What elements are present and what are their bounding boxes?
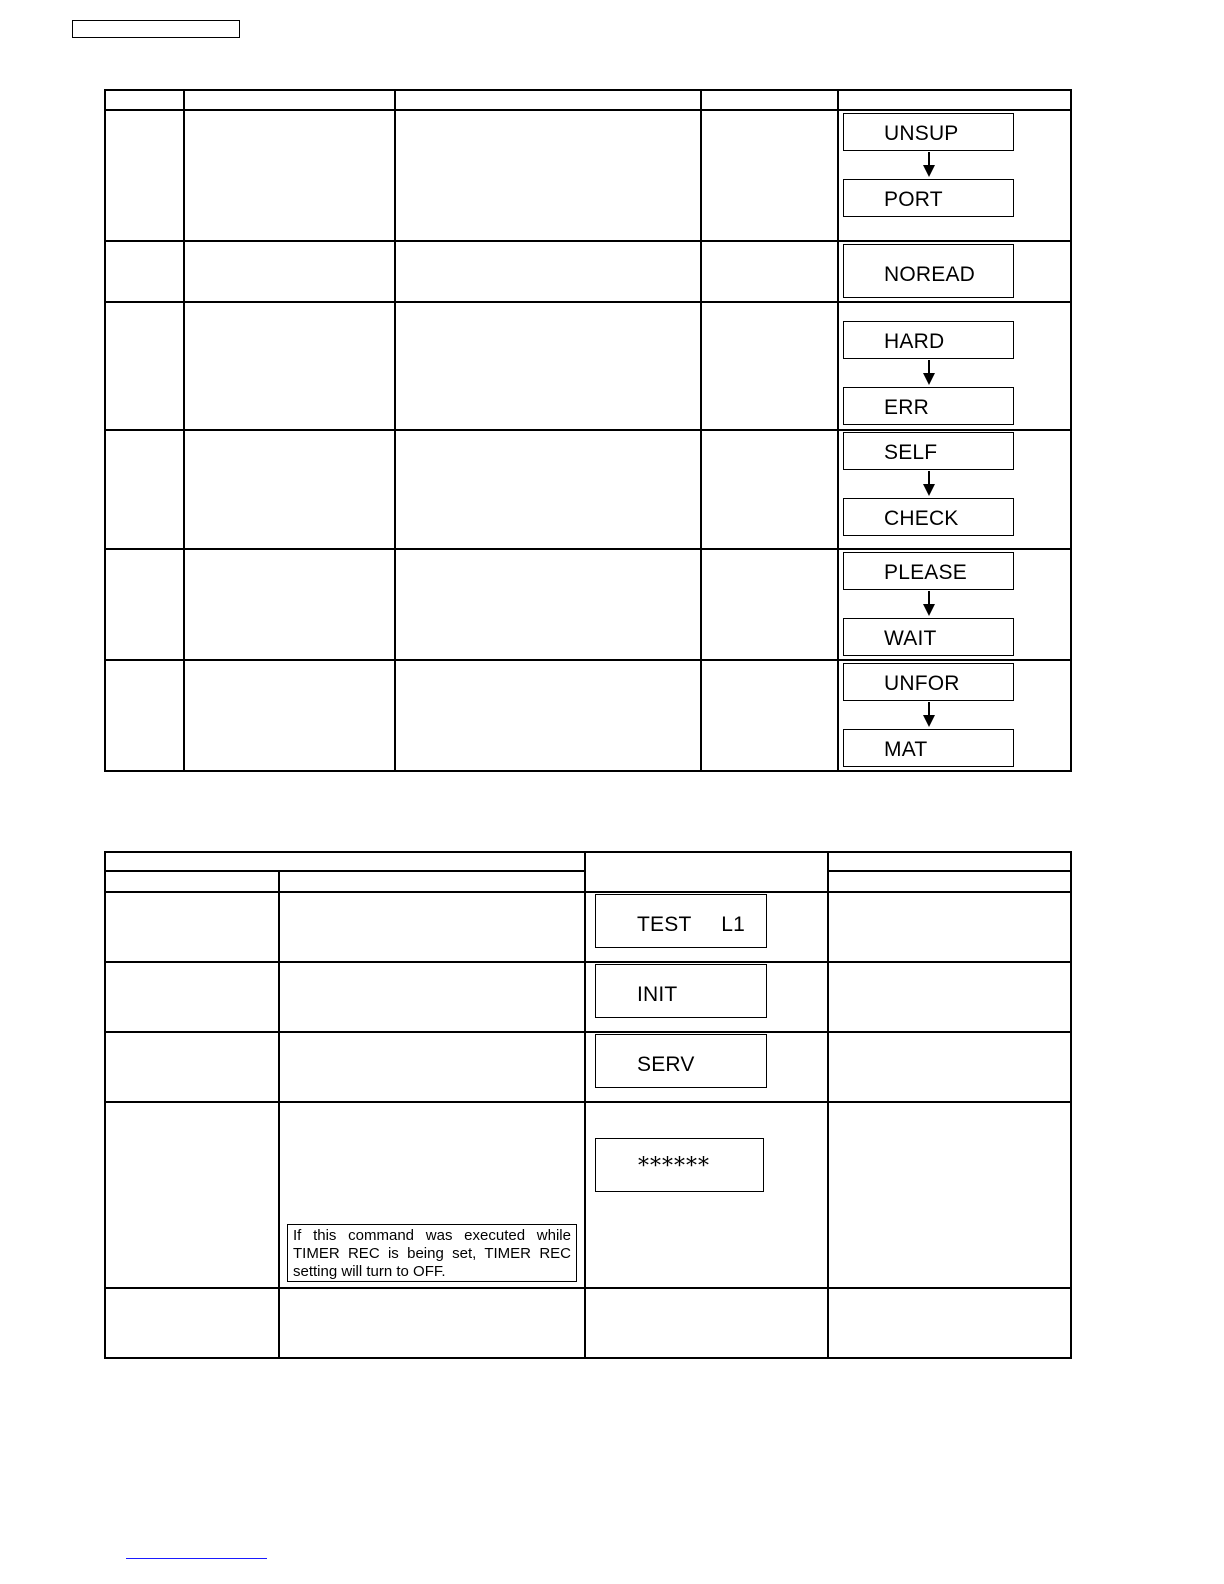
- lcd-display-noread: [843, 244, 1014, 298]
- lcd-text: SERV: [637, 1053, 695, 1076]
- lcd-display-port: [843, 179, 1014, 217]
- lcd-display-wait: [843, 618, 1014, 656]
- lcd-text: UNSUP: [884, 122, 959, 145]
- lcd-text: INIT: [637, 983, 678, 1006]
- lcd-text: SELF: [884, 441, 938, 464]
- lcd-text: PLEASE: [884, 561, 967, 584]
- lcd-display-unsup: [843, 113, 1014, 151]
- lcd-display-please: [843, 552, 1014, 590]
- arrow-down-icon: [922, 591, 936, 617]
- lcd-text: UNFOR: [884, 672, 960, 695]
- service-table-border: [104, 851, 1072, 1359]
- lcd-text: HARD: [884, 330, 945, 353]
- lcd-display-hard: [843, 321, 1014, 359]
- lcd-display-init: [595, 964, 767, 1018]
- timer-rec-note: If this command was executed while TIMER REC is being set, TIMER REC setting will turn to OFF.: [287, 1224, 577, 1282]
- lcd-display-asterisks: [595, 1138, 764, 1192]
- lcd-text: ERR: [884, 396, 929, 419]
- lcd-text: PORT: [884, 188, 943, 211]
- lcd-display-unfor: [843, 663, 1014, 701]
- lcd-text: NOREAD: [884, 263, 976, 286]
- arrow-down-icon: [922, 360, 936, 386]
- footer-link[interactable]: [126, 1558, 267, 1559]
- lcd-text: ******: [638, 1154, 710, 1179]
- lcd-display-serv: [595, 1034, 767, 1088]
- lcd-text: WAIT: [884, 627, 937, 650]
- arrow-down-icon: [922, 152, 936, 178]
- lcd-text: TEST L1: [637, 913, 746, 936]
- lcd-display-err: [843, 387, 1014, 425]
- lcd-display-test: [595, 894, 767, 948]
- lcd-text: CHECK: [884, 507, 959, 530]
- lcd-display-check: [843, 498, 1014, 536]
- lcd-text: MAT: [884, 738, 928, 761]
- arrow-down-icon: [922, 471, 936, 497]
- lcd-display-self: [843, 432, 1014, 470]
- page-header-box: [72, 20, 240, 38]
- lcd-display-mat: [843, 729, 1014, 767]
- arrow-down-icon: [922, 702, 936, 728]
